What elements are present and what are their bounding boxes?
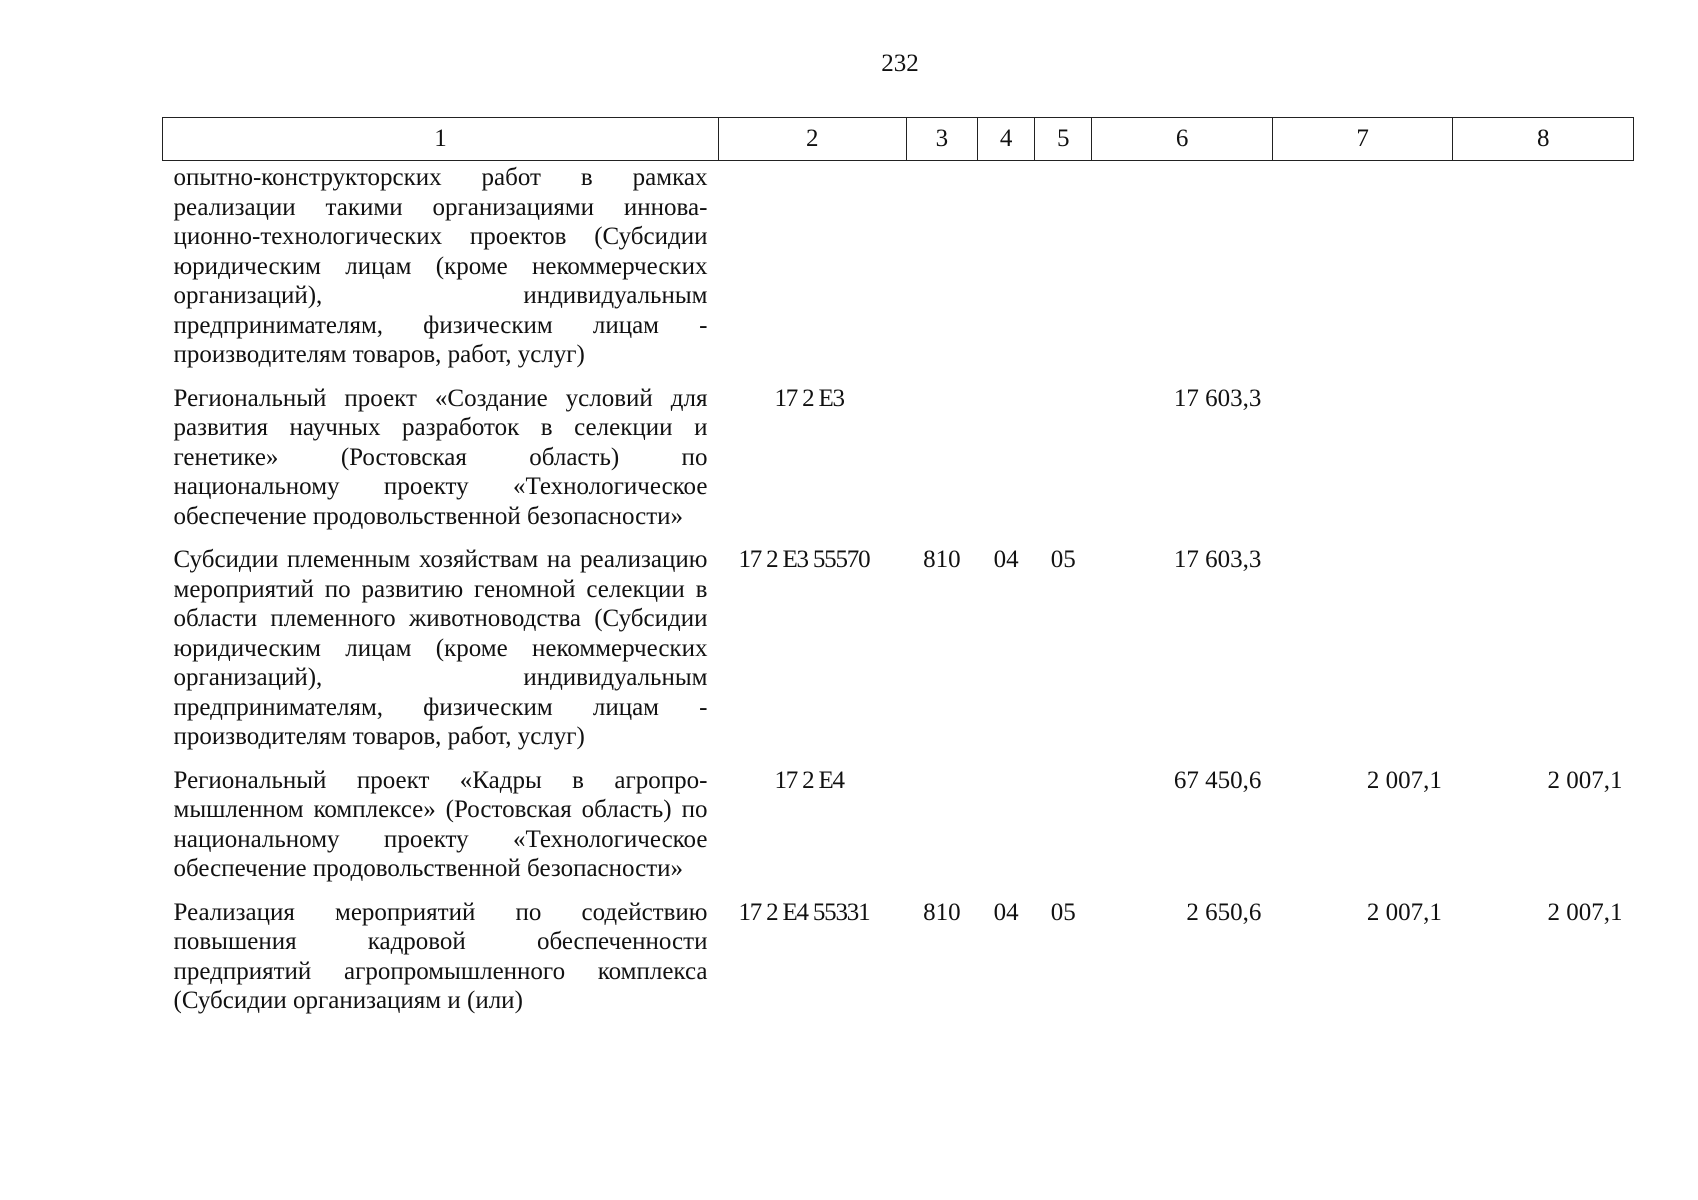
row-name: Реализация мероприятий по содействию повышения кадровой обеспеченности предприятий агропромышленного комплекса (Субсидии организациям и (или) [173, 898, 708, 1014]
table-row [163, 384, 1634, 546]
row-amount-3: 2 007,1 [1547, 898, 1623, 926]
row-section [978, 766, 1035, 898]
table-header-row [163, 118, 1634, 161]
row-code: 17 2 E4 [774, 766, 844, 794]
table-row [163, 766, 1634, 898]
table-row [163, 161, 1634, 384]
row-expense-type [906, 384, 977, 546]
row-amount-3 [1453, 545, 1634, 766]
row-subsection: 05 [1050, 898, 1076, 926]
row-expense-type [906, 161, 977, 384]
row-amount-2 [1272, 384, 1453, 546]
row-amount-1: 67 450,6 [1173, 766, 1262, 794]
row-code: 17 2 E3 [774, 384, 844, 412]
row-subsection: 05 [1050, 546, 1076, 573]
row-expense-type: 810 [923, 898, 961, 926]
column-header-8: 8 [1453, 118, 1634, 161]
column-header-3: 3 [906, 118, 977, 161]
row-code: 17 2 E3 55570 [738, 546, 870, 573]
row-subsection [1035, 384, 1092, 546]
row-section [978, 161, 1035, 384]
row-name: Региональный проект «Создание условий для развития научных разработок в селекции и генетике» (Ростовская область) по национальному проекту «Технологическое обеспечение продовольственной безопасности» [173, 384, 708, 530]
row-code [718, 161, 906, 384]
row-amount-1: 2 650,6 [1186, 898, 1262, 926]
row-amount-1 [1092, 161, 1273, 384]
column-header-7: 7 [1272, 118, 1453, 161]
row-amount-2 [1272, 545, 1453, 766]
row-subsection [1035, 161, 1092, 384]
row-section [978, 384, 1035, 546]
row-expense-type: 810 [923, 546, 961, 573]
row-amount-3 [1453, 384, 1634, 546]
budget-table [162, 117, 1634, 1030]
row-amount-1: 17 603,3 [1173, 384, 1262, 412]
row-subsection [1035, 766, 1092, 898]
row-amount-1: 17 603,3 [1173, 546, 1262, 573]
page-number: 232 [881, 50, 919, 77]
row-name: Региональный проект «Кадры в агропромышленном комплексе» (Ростовская область) по национальному проекту «Технологическое обеспечение продовольственной безопасности» [173, 766, 708, 882]
row-section: 04 [993, 546, 1019, 573]
column-header-4: 4 [978, 118, 1035, 161]
row-amount-2: 2 007,1 [1366, 766, 1442, 794]
column-header-6: 6 [1092, 118, 1273, 161]
row-expense-type [906, 766, 977, 898]
row-amount-3: 2 007,1 [1547, 766, 1623, 794]
table-row [163, 898, 1634, 1030]
table-row [163, 545, 1634, 766]
row-amount-2: 2 007,1 [1366, 898, 1442, 926]
row-name: опытно-конструкторских работ в рамках реализации такими организациями инновационно-технологических проектов (Субсидии юридическим лицам (кроме некоммерческих организаций), индивидуальным предпринимателям, физическим лицам - производителям товаров, работ, услуг) [173, 164, 708, 368]
row-amount-3 [1453, 161, 1634, 384]
row-code: 17 2 E4 55331 [738, 898, 870, 926]
column-header-5: 5 [1035, 118, 1092, 161]
column-header-1: 1 [163, 118, 719, 161]
column-header-2: 2 [718, 118, 906, 161]
row-section: 04 [993, 898, 1019, 926]
row-amount-2 [1272, 161, 1453, 384]
row-name: Субсидии племенным хозяйствам на реализацию мероприятий по развитию геномной селекции в области племенного животноводства (Субсидии юридическим лицам (кроме некоммерческих организаций), индивидуальным предпринимателям, физическим лицам - производителям товаров, работ, услуг) [173, 546, 708, 750]
